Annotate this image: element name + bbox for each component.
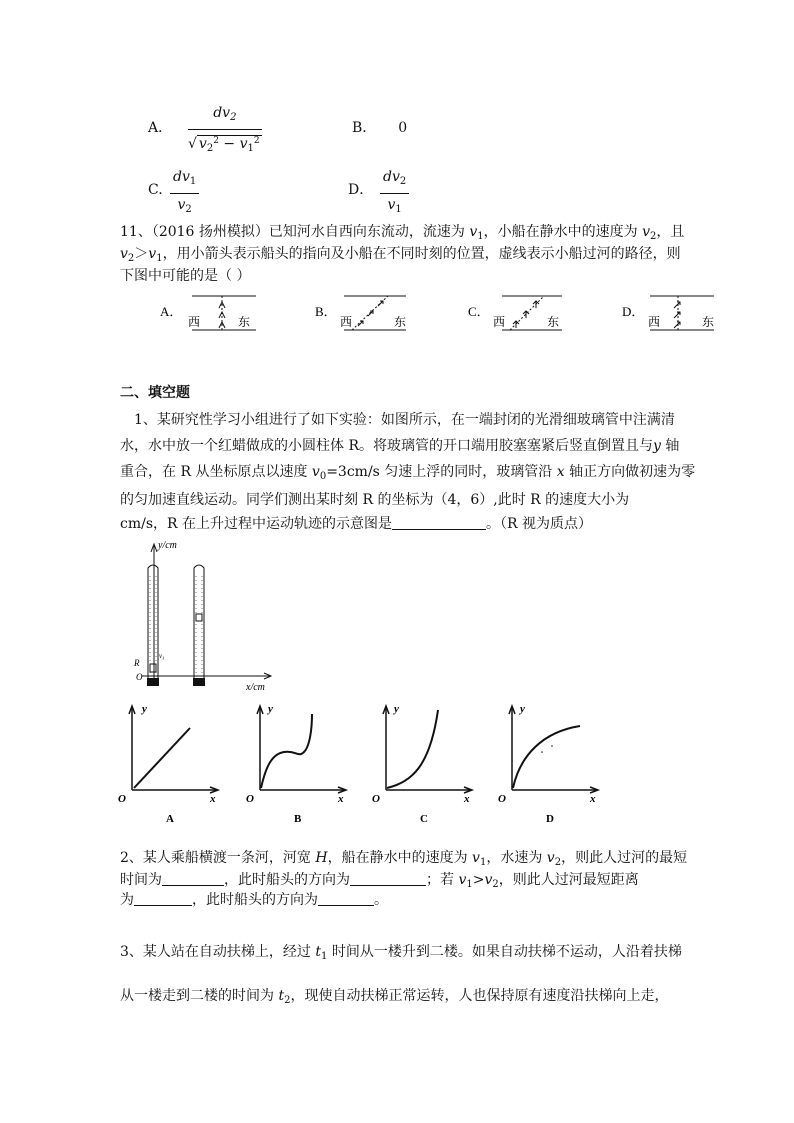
fill3-line-2: 从一楼走到二楼的时间为 $t_2$，现使自动扶梯正常运转，人也保持原有速度沿扶梯向上走， bbox=[120, 988, 669, 1006]
svg-text:西: 西 bbox=[493, 315, 506, 329]
fill1-line-3: 重合，在 R 从坐标原点以速度 $v_0=3cm/s$ 匀速上浮的同时，玻璃管沿 x 轴正方向做初速为零 bbox=[120, 464, 696, 482]
graph-a bbox=[118, 703, 218, 825]
svg-text:v₁: v₁ bbox=[159, 652, 165, 660]
q11-figure-d bbox=[622, 296, 714, 330]
svg-text:D: D bbox=[546, 813, 554, 825]
fill2-blank-time[interactable] bbox=[162, 871, 224, 886]
svg-text:y: y bbox=[394, 703, 399, 715]
svg-text:y: y bbox=[520, 703, 525, 715]
svg-text:A．: A． bbox=[160, 304, 183, 319]
svg-text:B．: B． bbox=[315, 304, 337, 319]
svg-text:y: y bbox=[268, 703, 273, 715]
svg-text:西: 西 bbox=[188, 315, 201, 329]
svg-text:O: O bbox=[118, 793, 126, 805]
fill1-line-5: cm/s，R 在上升过程中运动轨迹的示意图是 。（R 视为质点） bbox=[120, 516, 593, 532]
glass-tube-figure bbox=[128, 536, 288, 696]
graph-c bbox=[372, 703, 472, 825]
section-title: 二、填空题 bbox=[120, 385, 190, 401]
svg-text:C．: C． bbox=[468, 304, 490, 319]
q11-figure-a bbox=[160, 296, 256, 330]
fill2-blank-direction[interactable] bbox=[350, 871, 426, 886]
graph-d bbox=[498, 703, 598, 825]
fill1-line-4: 的匀加速直线运动。同学们测出某时刻 R 的坐标为（4，6）,此时 R 的速度大小为 bbox=[120, 492, 630, 508]
svg-text:O: O bbox=[136, 672, 143, 682]
svg-text:东: 东 bbox=[394, 315, 407, 329]
svg-text:x: x bbox=[464, 793, 470, 805]
fill1-answer-blank[interactable] bbox=[392, 515, 486, 530]
q11-line-2: $v_2>v_1$，用小箭头表示船头的指向及小船在不同时刻的位置，虚线表示小船过河的路径，则 bbox=[120, 246, 681, 264]
fill1-line-1: 1、某研究性学习小组进行了如下实验：如图所示，在一端封闭的光滑细玻璃管中注满清 bbox=[134, 412, 675, 428]
q11-line-1: 11、（2016 扬州模拟）已知河水自西向东流动，流速为 $v_1$，小船在静水中的速度为 $v_2$，且 bbox=[120, 224, 685, 242]
graph-b bbox=[246, 703, 346, 825]
fill2-line-1: 2、某人乘船横渡一条河，河宽 H，船在静水中的速度为 $v_1$，水速为 $v_2$，则此人过河的最短 bbox=[120, 850, 688, 868]
svg-text:x: x bbox=[338, 793, 344, 805]
svg-text:B: B bbox=[294, 813, 302, 825]
svg-text:D．: D． bbox=[622, 304, 645, 319]
svg-text:西: 西 bbox=[340, 315, 353, 329]
fill2-blank-direction-2[interactable] bbox=[318, 891, 374, 906]
q10-option-d-fraction: $\frac{dv_2}{v_1}$ bbox=[380, 168, 409, 219]
fill1-line-2: 水，水中放一个红蜡做成的小圆柱体 R。将玻璃管的开口端用胶塞塞紧后竖直倒置且与y 轴 bbox=[120, 438, 680, 454]
svg-text:C: C bbox=[420, 813, 428, 825]
fill3-line-1: 3、某人站在自动扶梯上，经过 $t_1$ 时间从一楼升到二楼。如果自动扶梯不运动，人沿着扶梯 bbox=[120, 944, 682, 962]
fill2-blank-distance[interactable] bbox=[134, 891, 192, 906]
svg-text:西: 西 bbox=[648, 315, 661, 329]
svg-text:O: O bbox=[498, 793, 506, 805]
svg-text:A: A bbox=[166, 813, 174, 825]
fill2-line-3: 为 ，此时船头的方向为 。 bbox=[120, 892, 388, 908]
svg-text:O: O bbox=[372, 793, 380, 805]
fill2-line-2: 时间为 ，此时船头的方向为 ；若 $v_1>v_2$，则此人过河最短距离 bbox=[120, 872, 639, 890]
svg-text:y: y bbox=[142, 703, 147, 715]
svg-text:O: O bbox=[246, 793, 254, 805]
svg-text:东: 东 bbox=[547, 315, 560, 329]
svg-text:x: x bbox=[210, 793, 216, 805]
q10-option-d: D． bbox=[348, 182, 374, 198]
q10-option-c-fraction: $\frac{dv_1}{v_2}$ bbox=[170, 168, 199, 219]
q11-river-figures bbox=[150, 288, 730, 338]
q11-figure-c bbox=[468, 296, 562, 330]
svg-text:y/cm: y/cm bbox=[158, 540, 177, 551]
q11-line-3: 下图中可能的是（ ） bbox=[120, 268, 251, 284]
q10-option-c: C. bbox=[148, 182, 163, 198]
q10-option-a: A． bbox=[148, 120, 173, 136]
svg-text:R: R bbox=[134, 658, 140, 668]
svg-text:x/cm: x/cm bbox=[246, 682, 265, 693]
svg-text:x: x bbox=[590, 793, 596, 805]
q10-option-a-fraction: $\frac{dv_2}{√ v_2^2 - v_1^2}$ bbox=[188, 105, 260, 154]
trajectory-graphs bbox=[112, 700, 612, 828]
svg-text:东: 东 bbox=[238, 315, 251, 329]
q10-option-b: B． 0 bbox=[352, 120, 408, 136]
q11-figure-b bbox=[315, 296, 406, 330]
svg-text:东: 东 bbox=[702, 315, 715, 329]
